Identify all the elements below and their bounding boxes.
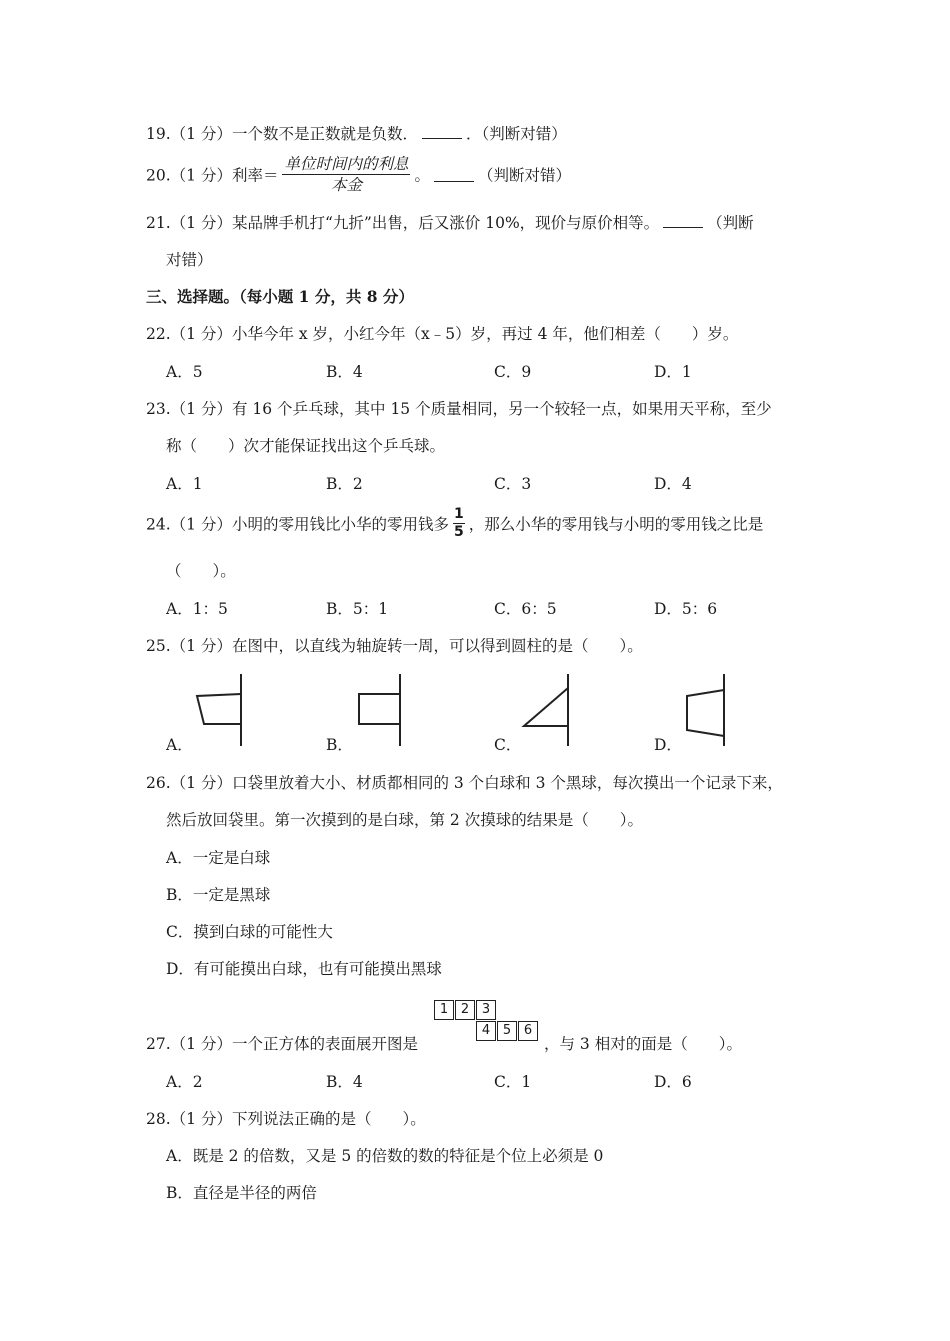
question-20-judge: （判断对错） (477, 166, 571, 185)
option-26-d[interactable]: D．有可能摸出白球，也有可能摸出黑球 (166, 960, 442, 978)
option-24-c[interactable]: C．6：5 (494, 600, 557, 618)
net-face-3: 3 (476, 1000, 496, 1020)
question-19 (146, 122, 567, 144)
option-26-a[interactable]: A．一定是白球 (166, 849, 271, 867)
option-26-c[interactable]: C．摸到白球的可能性大 (166, 923, 333, 941)
option-27-c[interactable]: C．1 (494, 1073, 532, 1091)
question-28: 28.（1 分）下列说法正确的是（ ）。 (146, 1110, 426, 1128)
fraction-denominator: 5 (453, 524, 464, 540)
cube-net-diagram (432, 998, 544, 1042)
net-face-4: 4 (476, 1021, 496, 1041)
question-26-line1: 26.（1 分）口袋里放着大小、材质都相同的 3 个白球和 3 个黑球，每次摸出一个记录下来， (146, 774, 783, 792)
figure-25-a-trapezoid-axis (190, 672, 250, 748)
option-27-b[interactable]: B．4 (326, 1073, 363, 1091)
fraction-denominator: 本金 (330, 176, 362, 194)
question-24-line2: （ ）。 (166, 562, 236, 580)
figure-25-b-rectangle-axis (350, 672, 410, 748)
figure-25-c-triangle-axis (518, 672, 578, 748)
answer-blank-21[interactable] (663, 213, 703, 228)
option-24-a[interactable]: A．1：5 (166, 600, 228, 618)
answer-blank-20[interactable] (434, 167, 474, 182)
question-27-suffix: ，与 3 相对的面是（ ）。 (544, 1035, 742, 1053)
question-26-line2: 然后放回袋里。第一次摸到的是白球，第 2 次摸球的结果是（ ）。 (166, 811, 643, 829)
net-face-5: 5 (497, 1021, 517, 1041)
question-24-suffix: ，那么小华的零用钱与小明的零用钱之比是 (468, 515, 764, 534)
option-22-a[interactable]: A．5 (166, 363, 203, 381)
fraction-numerator: 1 (453, 506, 464, 522)
option-24-b[interactable]: B．5：1 (326, 600, 389, 618)
figure-25-d-trapezoid-axis (680, 672, 740, 748)
question-21-tail: （判断 (707, 214, 754, 232)
question-24-prefix: 24.（1 分）小明的零用钱比小华的零用钱多 (146, 515, 449, 534)
option-23-c[interactable]: C．3 (494, 475, 532, 493)
section-3-title: 三、选择题。（每小题 1 分，共 8 分） (146, 287, 414, 306)
option-27-a[interactable]: A．2 (166, 1073, 203, 1091)
question-19-tail: ．（判断对错） (465, 125, 567, 143)
option-25-d[interactable]: D． (654, 736, 682, 754)
option-25-c[interactable]: C． (494, 736, 522, 754)
question-20-tail: 。 (414, 166, 430, 185)
net-face-2: 2 (455, 1000, 475, 1020)
option-28-a[interactable]: A．既是 2 的倍数，又是 5 的倍数的数的特征是个位上必须是 0 (166, 1147, 604, 1165)
option-22-c[interactable]: C．9 (494, 363, 532, 381)
question-19-text: 19.（1 分）一个数不是正数就是负数． (146, 125, 418, 143)
question-25: 25.（1 分）在图中，以直线为轴旋转一周，可以得到圆柱的是（ ）。 (146, 637, 643, 655)
question-20-prefix: 20.（1 分）利率＝ (146, 166, 279, 185)
interest-rate-fraction (282, 154, 410, 195)
question-24-line1 (146, 506, 763, 541)
question-21-text: 21.（1 分）某品牌手机打“九折”出售，后又涨价 10%，现价与原价相等。 (146, 214, 660, 232)
option-26-b[interactable]: B．一定是黑球 (166, 886, 271, 904)
option-28-b[interactable]: B．直径是半径的两倍 (166, 1184, 317, 1202)
option-25-b[interactable]: B． (326, 736, 353, 754)
question-21-line2: 对错） (166, 251, 213, 269)
option-23-a[interactable]: A．1 (166, 475, 203, 493)
option-22-d[interactable]: D．1 (654, 363, 692, 381)
option-24-d[interactable]: D．5：6 (654, 600, 718, 618)
question-23-line2: 称（ ）次才能保证找出这个乒乓球。 (166, 437, 446, 455)
question-20 (146, 154, 571, 195)
one-fifth-fraction (453, 506, 465, 541)
fraction-numerator: 单位时间内的利息 (284, 155, 409, 173)
answer-blank-19[interactable] (422, 124, 462, 139)
question-22: 22.（1 分）小华今年 x 岁，小红今年（x﹣5）岁，再过 4 年，他们相差（ ）岁。 (146, 325, 739, 343)
question-27-prefix: 27.（1 分）一个正方体的表面展开图是 (146, 1035, 418, 1053)
option-22-b[interactable]: B．4 (326, 363, 363, 381)
net-face-6: 6 (518, 1021, 538, 1041)
option-23-b[interactable]: B．2 (326, 475, 363, 493)
net-face-1: 1 (434, 1000, 454, 1020)
question-23-line1: 23.（1 分）有 16 个乒乓球，其中 15 个质量相同，另一个较轻一点，如果用天平称，至少 (146, 400, 772, 418)
question-21-line1 (146, 211, 754, 233)
option-23-d[interactable]: D．4 (654, 475, 692, 493)
option-27-d[interactable]: D．6 (654, 1073, 692, 1091)
option-25-a[interactable]: A． (166, 736, 193, 754)
